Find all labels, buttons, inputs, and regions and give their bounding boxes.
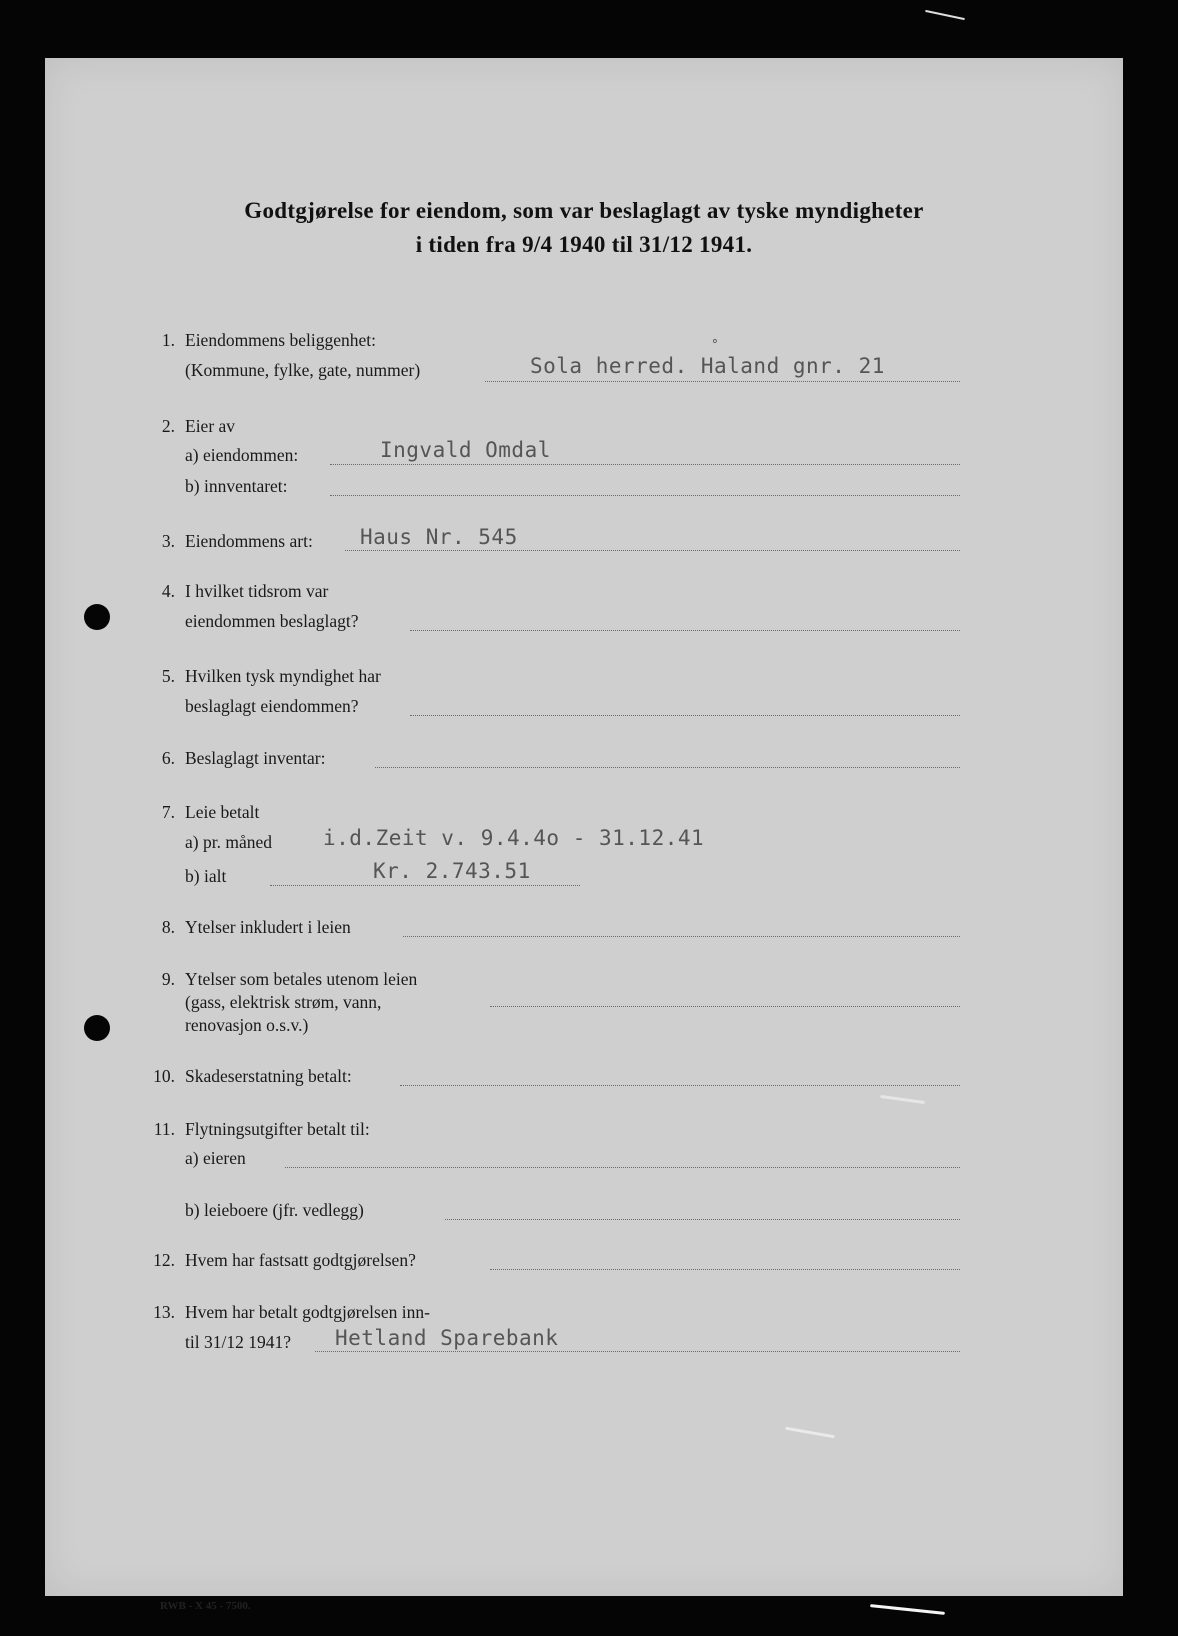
item-13-label: Hvem har betalt godtgjørelsen inn- [185,1302,430,1322]
item-5-number: 5. [161,666,175,686]
item-11-label: Flytningsutgifter betalt til: [185,1119,370,1139]
item-13-sublabel: til 31/12 1941? [185,1332,291,1352]
item-1-field-line [485,381,960,382]
item-10-field-line [400,1085,960,1086]
item-2a-label: a) eiendommen: [185,445,299,465]
item-9-sublabel-2: renovasjon o.s.v.) [185,1015,309,1035]
item-1-label: Eiendommens beliggenhet: [185,330,376,350]
ring-accent: ° [711,338,719,353]
item-11-number: 11. [153,1119,175,1139]
item-5-field-line [410,715,960,716]
item-7b-label: b) ialt [185,866,227,886]
item-12-field-line [490,1269,960,1270]
item-5-label: Hvilken tysk myndighet har [185,666,381,686]
item-9-label: Ytelser som betales utenom leien [185,969,418,989]
item-1-sublabel: (Kommune, fylke, gate, nummer) [185,360,421,380]
item-8-label: Ytelser inkludert i leien [185,917,351,937]
item-7b-value: Kr. 2.743.51 [373,859,531,883]
item-9-field-line [490,1006,960,1007]
item-4-number: 4. [161,581,175,601]
item-5-sublabel: beslaglagt eiendommen? [185,696,359,716]
punch-hole [84,604,110,630]
item-10-number: 10. [153,1066,175,1086]
item-11a-field-line [285,1167,960,1168]
item-7-number: 7. [161,802,175,822]
item-9-number: 9. [161,969,175,989]
item-3-label: Eiendommens art: [185,531,313,551]
item-8-field-line [403,936,960,937]
form-page [45,58,1123,1612]
item-7-label: Leie betalt [185,802,260,822]
item-2a-field-line [330,464,960,465]
item-6-field-line [375,767,960,768]
title-line-1: Godtgjørelse for eiendom, som var beslaglagt av tyske myndigheter [244,198,924,223]
item-2a-value: Ingvald Omdal [380,438,551,462]
scan-scratch [870,1604,945,1615]
item-11a-label: a) eieren [185,1148,246,1168]
item-3-field-line [345,550,960,551]
item-1-value: Sola herred. Haland gnr. 21 [530,354,885,378]
item-6-number: 6. [161,748,175,768]
item-2-label: Eier av [185,416,236,436]
item-2b-label: b) innventaret: [185,476,288,496]
scan-scratch [925,10,965,20]
item-7b-field-line [270,885,580,886]
item-8-number: 8. [161,917,175,937]
item-13-value: Hetland Sparebank [335,1326,559,1350]
title-line-2: i tiden fra 9/4 1940 til 31/12 1941. [415,232,753,257]
item-2b-field-line [330,495,960,496]
form-footer-code: RWB - X 45 - 7500. [160,1600,251,1612]
scan-scratch [785,1427,835,1439]
item-7a-value: i.d.Zeit v. 9.4.4o - 31.12.41 [323,826,705,850]
punch-hole [84,1015,110,1041]
item-4-label: I hvilket tidsrom var [185,581,329,601]
item-13-field-line [315,1351,960,1352]
item-7a-label: a) pr. måned [185,832,272,852]
item-1-number: 1. [161,330,175,350]
item-12-label: Hvem har fastsatt godtgjørelsen? [185,1250,416,1270]
item-11b-field-line [445,1219,960,1220]
item-2-number: 2. [161,416,175,436]
item-4-field-line [410,630,960,631]
item-6-label: Beslaglagt inventar: [185,748,326,768]
item-11b-label: b) leieboere (jfr. vedlegg) [185,1200,364,1220]
item-13-number: 13. [153,1302,175,1322]
item-9-sublabel-1: (gass, elektrisk strøm, vann, [185,992,382,1012]
item-10-label: Skadeserstatning betalt: [185,1066,352,1086]
item-4-sublabel: eiendommen beslaglagt? [185,611,359,631]
item-12-number: 12. [153,1250,175,1270]
scan-scratch [880,1095,925,1104]
form-title [45,194,1123,262]
item-3-value: Haus Nr. 545 [360,525,518,549]
item-3-number: 3. [161,531,175,551]
